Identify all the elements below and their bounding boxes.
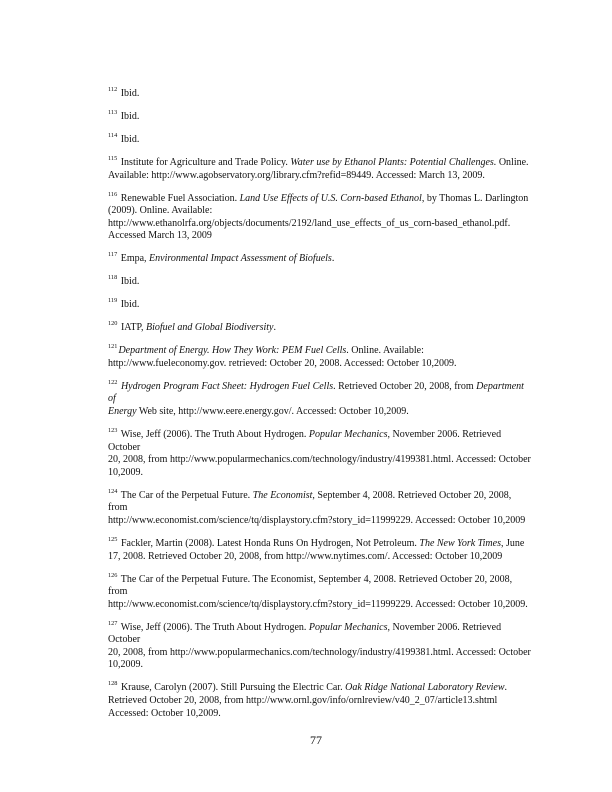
footnote-113 [108, 108, 533, 124]
footnote-number: 123 [108, 426, 118, 434]
footnote-116 [108, 190, 533, 243]
footnote-text: . Online. Available: http://www.fueleconomy.gov. retrieved: October 20, 2008. Accessed: October 10,2009. [108, 345, 457, 369]
footnote-text: Ibid. [118, 88, 140, 99]
footnote-text: Fackler, Martin (2008). Latest Honda Runs On Hydrogen, Not Petroleum. [118, 537, 420, 549]
footnote-text: , September 4, 2008. Retrieved October 20, 2008, from http://www.economist.com/science/tq/displaystory.cfm?story_id=11999229. Accessed: October 10,2009 [108, 489, 526, 526]
footnote-text: . Retrieved October 20, 2008, from [333, 380, 477, 392]
footnote-text: , by Thomas L. Darlington (2009). Online. Available: http://www.ethanolrfa.org/objects/documents/2192/land_use_effects_of_us_corn-based_ethanol.pdf. Accessed March 13, 2009 [108, 192, 529, 242]
footnote-number: 122 [108, 378, 118, 386]
footnote-121 [108, 345, 533, 370]
footnote-title-text: Department of Energy. How They Work: PEM Fuel Cells [118, 345, 347, 357]
footnote-title-text: Oak Ridge National Laboratory Review [345, 682, 505, 694]
footnote-title-text: The New York Times [419, 537, 501, 549]
footnote-text: Online. Available: http://www.agobservatory.org/library.cfm?refid=89449. Accessed: March 13, 2009. [108, 156, 529, 181]
footnote-text: . [273, 322, 276, 334]
footnote-number: 116 [108, 190, 118, 198]
footnote-text: Ibid. [118, 133, 140, 145]
footnote-text: Ibid. [118, 276, 140, 288]
footnote-122 [108, 378, 533, 419]
footnotes-list [108, 88, 533, 731]
footnote-title-text: Environmental Impact Assessment of Biofuels [149, 253, 332, 265]
footnote-118 [108, 276, 533, 289]
footnote-number: 119 [108, 297, 118, 305]
footnote-112 [108, 88, 533, 101]
footnote-number: 125 [108, 535, 118, 543]
footnote-117 [108, 253, 533, 266]
footnote-number: 127 [108, 619, 118, 627]
footnote-title-text: Biofuel and Global Biodiversity [145, 322, 274, 334]
footnote-120 [108, 322, 533, 335]
footnote-126 [108, 571, 533, 612]
footnote-title-text: The Economist [252, 489, 313, 501]
footnote-title-text: Land Use Effects of U.S. Corn-based Ethanol [239, 192, 422, 204]
footnote-number: 120 [108, 320, 118, 328]
footnote-text: . [331, 253, 335, 265]
footnote-number: 118 [108, 274, 118, 282]
footnote-title-text: Water use by Ethanol Plants: Potential Challenges. [290, 156, 497, 168]
footnote-114 [108, 131, 533, 147]
footnote-text: The Car of the Perpetual Future. The Economist, September 4, 2008. Retrieved October 20, 2008, from http://www.economist.com/science/tq/displaystory.cfm?story_id=11999229. Accessed: October 10,2009. [108, 573, 528, 610]
footnote-128 [108, 682, 533, 720]
footnote-number: 124 [108, 487, 118, 495]
footnote-title-text: Popular Mechanics [308, 621, 388, 633]
footnote-115 [108, 154, 533, 182]
footnote-119 [108, 299, 533, 312]
footnote-text: Empa, [118, 253, 150, 265]
footnote-text: Renewable Fuel Association. [118, 192, 240, 204]
footnote-number: 112 [108, 86, 118, 93]
footnote-text: The Car of the Perpetual Future. [118, 489, 253, 501]
footnote-number: 113 [108, 108, 118, 116]
footnote-title-text: Hydrogen Program Fact Sheet: Hydrogen Fuel Cells [118, 380, 334, 392]
footnote-title-text: Department of Energy [108, 380, 524, 417]
footnote-text: . Retrieved October 20, 2008, from http://www.ornl.gov/info/ornlreview/v40_2_07/article13.shtml Accessed: October 10,2009. [108, 682, 508, 719]
footnote-title-text: Popular Mechanics [308, 428, 388, 440]
footnote-text: Ibid. [118, 110, 140, 122]
footnote-text: Ibid. [118, 299, 140, 311]
footnote-text: Institute for Agriculture and Trade Policy. [118, 156, 291, 168]
footnote-127 [108, 619, 533, 672]
footnote-number: 128 [108, 680, 118, 688]
footnote-text: , November 2006. Retrieved October 20, 2008, from http://www.popularmechanics.com/technology/industry/4199381.html. Accessed: October 10,2009. [108, 621, 531, 671]
footnote-text: , June 17, 2008. Retrieved October 20, 2008, from http://www.nytimes.com/. Accessed: October 10,2009 [108, 537, 525, 562]
footnote-text: Web site, http://www.eere.energy.gov/. Accessed: October 10,2009. [136, 406, 409, 417]
footnote-number: 115 [108, 154, 118, 162]
footnote-125 [108, 535, 533, 563]
footnote-number: 126 [108, 571, 118, 579]
footnote-number: 117 [108, 251, 118, 259]
page-number: 77 [310, 733, 322, 747]
footnote-123 [108, 426, 533, 479]
footnote-text: Wise, Jeff (2006). The Truth About Hydrogen. [118, 621, 309, 633]
footnote-text: Krause, Carolyn (2007). Still Pursuing the Electric Car. [118, 682, 346, 694]
footnote-text: , November 2006. Retrieved October 20, 2008, from http://www.popularmechanics.com/technology/industry/4199381.html. Accessed: October 10,2009. [108, 428, 531, 478]
footnote-text: IATP, [118, 322, 146, 334]
footnote-text: Wise, Jeff (2006). The Truth About Hydrogen. [118, 428, 309, 440]
footnote-number: 121 [108, 343, 118, 351]
footnote-124 [108, 487, 533, 528]
footnote-number: 114 [108, 131, 118, 139]
